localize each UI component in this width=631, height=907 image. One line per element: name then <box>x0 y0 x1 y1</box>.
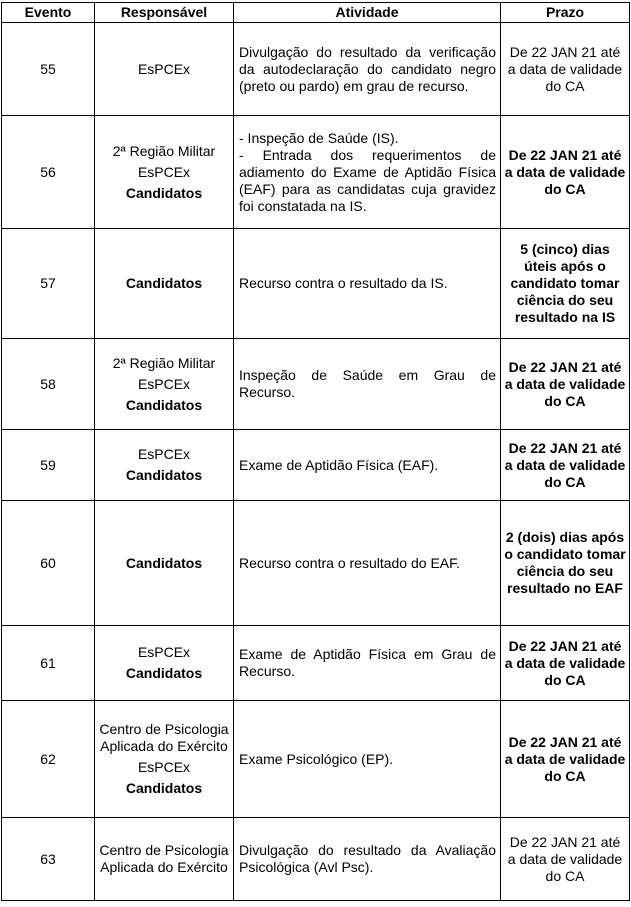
cell-evento: 55 <box>2 23 95 116</box>
table-row <box>2 626 630 701</box>
responsavel-entry: EsPCEx <box>137 375 191 392</box>
responsavel-entry: 2ª Região Militar <box>112 354 216 371</box>
table-row <box>2 818 630 901</box>
responsavel-entry: Candidatos <box>125 665 203 681</box>
cell-responsavel <box>95 701 234 818</box>
cell-responsavel <box>95 23 234 116</box>
atividade-text: Recurso contra o resultado do EAF. <box>239 554 461 571</box>
cell-responsavel <box>95 626 234 701</box>
responsavel-entry: EsPCEx <box>137 60 191 77</box>
cell-responsavel <box>95 501 234 626</box>
cell-responsavel <box>95 116 234 229</box>
cell-evento: 58 <box>2 339 95 430</box>
table-row <box>2 339 630 430</box>
cell-atividade <box>234 339 501 430</box>
cell-prazo: De 22 JAN 21 até a data de validade do CA <box>501 339 630 430</box>
table-row <box>2 229 630 339</box>
cell-prazo: 2 (dois) dias após o candidato tomar ciência do seu resultado no EAF <box>501 501 630 626</box>
atividade-text: Inspeção de Saúde em Grau de Recurso. <box>239 367 496 400</box>
responsavel-entry: Centro de Psicologia Aplicada do Exército <box>99 721 229 754</box>
cell-atividade <box>234 229 501 339</box>
header-prazo: Prazo <box>501 3 630 23</box>
atividade-text: Exame de Aptidão Física (EAF). <box>239 456 439 473</box>
cell-evento: 56 <box>2 116 95 229</box>
header-responsavel: Responsável <box>95 3 234 23</box>
responsavel-entry: EsPCEx <box>137 644 191 660</box>
table-row <box>2 701 630 818</box>
cell-evento: 60 <box>2 501 95 626</box>
atividade-text: - Entrada dos requerimentos de adiamento do Exame de Aptidão Física (EAF) para as candidatas cuja gravidez foi constatada na IS. <box>239 146 496 214</box>
responsavel-entry: Candidatos <box>125 467 203 483</box>
responsavel-entry: Candidatos <box>125 184 203 201</box>
atividade-text: Divulgação do resultado da verificação da autodeclaração do candidato negro (preto ou pardo) em grau de recurso. <box>239 43 496 94</box>
atividade-text: - Inspeção de Saúde (IS). <box>239 129 399 146</box>
cell-evento: 63 <box>2 818 95 901</box>
cell-prazo: De 22 JAN 21 até a data de validade do CA <box>501 818 630 901</box>
cell-prazo: De 22 JAN 21 até a data de validade do CA <box>501 430 630 501</box>
table-row <box>2 430 630 501</box>
header-row <box>2 3 630 23</box>
cell-prazo: De 22 JAN 21 até a data de validade do CA <box>501 116 630 229</box>
cell-prazo: De 22 JAN 21 até a data de validade do CA <box>501 23 630 116</box>
table-row <box>2 116 630 229</box>
cell-responsavel <box>95 229 234 339</box>
cell-responsavel <box>95 818 234 901</box>
cell-atividade <box>234 818 501 901</box>
responsavel-entry: Candidatos <box>125 396 203 413</box>
atividade-text: Recurso contra o resultado da IS. <box>239 275 448 291</box>
cell-atividade <box>234 701 501 818</box>
table-row <box>2 501 630 626</box>
responsavel-entry: EsPCEx <box>137 446 191 462</box>
cell-atividade <box>234 626 501 701</box>
cell-atividade <box>234 501 501 626</box>
cell-atividade <box>234 430 501 501</box>
atividade-text: Divulgação do resultado da Avaliação Psicológica (Avl Psc). <box>239 842 496 875</box>
table-body <box>2 23 630 901</box>
cell-evento: 57 <box>2 229 95 339</box>
responsavel-entry: 2ª Região Militar <box>112 142 216 159</box>
responsavel-entry: Candidatos <box>125 780 203 796</box>
responsavel-entry: Candidatos <box>125 554 203 571</box>
atividade-text: Exame de Aptidão Física em Grau de Recurso. <box>239 646 496 679</box>
cell-evento: 61 <box>2 626 95 701</box>
cell-atividade <box>234 116 501 229</box>
table-row <box>2 23 630 116</box>
schedule-table <box>1 2 630 901</box>
cell-evento: 59 <box>2 430 95 501</box>
responsavel-entry: Candidatos <box>125 275 203 291</box>
cell-prazo: De 22 JAN 21 até a data de validade do CA <box>501 626 630 701</box>
responsavel-entry: EsPCEx <box>137 163 191 180</box>
atividade-text: Exame Psicológico (EP). <box>239 750 394 767</box>
header-evento: Evento <box>2 3 95 23</box>
cell-prazo: De 22 JAN 21 até a data de validade do CA <box>501 701 630 818</box>
cell-evento: 62 <box>2 701 95 818</box>
cell-atividade <box>234 23 501 116</box>
responsavel-entry: Centro de Psicologia Aplicada do Exército <box>99 842 229 875</box>
cell-responsavel <box>95 339 234 430</box>
cell-prazo: 5 (cinco) dias úteis após o candidato tomar ciência do seu resultado na IS <box>501 229 630 339</box>
responsavel-entry: EsPCEx <box>137 759 191 775</box>
header-atividade: Atividade <box>234 3 501 23</box>
cell-responsavel <box>95 430 234 501</box>
